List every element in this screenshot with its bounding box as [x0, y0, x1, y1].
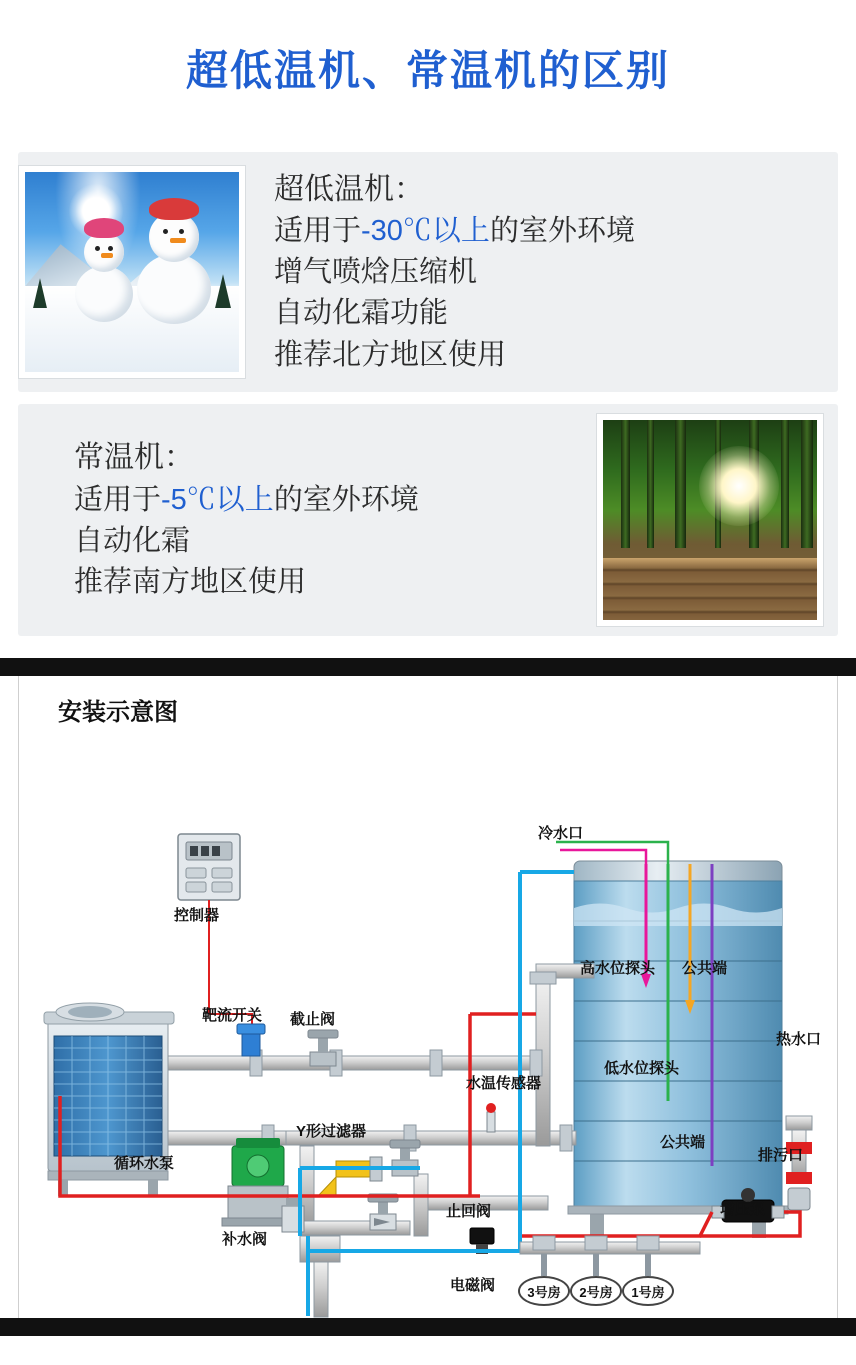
- cmp1-line-1: [274, 211, 824, 252]
- sun-icon: [699, 446, 779, 526]
- cmp2-line-0: 常温机：: [74, 441, 194, 475]
- comparison-block-ultra-low-temp: [18, 152, 838, 392]
- tree-trunk: [621, 420, 630, 548]
- cmp1-line-1-post: 的室外环境: [489, 215, 635, 248]
- label-common-terminal-top: 公共端: [682, 960, 728, 978]
- tree-trunk: [801, 420, 813, 548]
- valve-after-filter: [390, 1140, 420, 1176]
- stop-valve-component: [308, 1030, 338, 1066]
- check-valve-component: [368, 1194, 398, 1230]
- cmp2-line-1-pre: 适用于: [74, 483, 162, 516]
- label-stop-valve: 截止阀: [290, 1011, 336, 1029]
- diagram-title: 安装示意图: [58, 699, 178, 727]
- cmp1-line-4: 推荐北方地区使用: [274, 338, 507, 371]
- snowmen-winter-photo: [25, 172, 239, 372]
- cmp2-line-2: 自动化霜: [74, 524, 191, 557]
- comparison-text-ultra-low-temp: [246, 169, 838, 376]
- controller-box: [178, 834, 240, 900]
- label-low-level-probe: 低水位探头: [604, 1060, 680, 1078]
- photo-frame-forest: [596, 413, 824, 627]
- cmp1-line-0: 超低温机：: [274, 172, 424, 206]
- label-makeup-valve: 补水阀: [222, 1231, 268, 1249]
- label-check-valve: 止回阀: [446, 1203, 492, 1221]
- label-controller: 控制器: [174, 907, 220, 925]
- cmp2-line-3: 推荐南方地区使用: [74, 566, 307, 599]
- diagram-canvas: [0, 676, 856, 1318]
- water-tank: [568, 861, 788, 1238]
- photo-frame-winter: [18, 165, 246, 379]
- cmp1-line-3: 自动化霜功能: [274, 297, 449, 330]
- tree-trunk: [781, 420, 789, 548]
- forest-sunlight-photo: [603, 420, 817, 620]
- room-label-1: 1号房: [622, 1276, 674, 1306]
- room-label-3: 3号房: [518, 1276, 570, 1306]
- cmp1-line-2: 增气喷焓压缩机: [274, 256, 478, 289]
- tree-trunk: [647, 420, 654, 548]
- label-cold-water-inlet: 冷水口: [538, 825, 584, 843]
- label-y-filter: Y形过滤器: [296, 1123, 367, 1141]
- label-flow-switch: 靶流开关: [202, 1007, 263, 1025]
- label-drain-outlet: 排污口: [758, 1147, 804, 1165]
- label-solenoid-valve: 电磁阀: [450, 1277, 496, 1295]
- page-title: 超低温机、常温机的区别: [185, 47, 670, 94]
- snowman-small: [73, 212, 135, 322]
- cmp2-line-1-highlight: -5℃以上: [161, 483, 274, 516]
- label-hot-water-outlet: 热水口: [776, 1031, 822, 1049]
- label-booster-pump: 增压泵: [720, 1201, 766, 1219]
- snowman-large: [135, 196, 215, 324]
- room-label-2: 2号房: [570, 1276, 622, 1306]
- cmp2-line-1: [74, 480, 582, 521]
- label-water-temp-sensor: 水温传感器: [466, 1075, 542, 1093]
- installation-diagram-section: [0, 658, 856, 1336]
- cmp1-line-1-highlight: -30℃以上: [361, 215, 490, 248]
- label-circulation-pump: 循环水泵: [114, 1155, 175, 1173]
- comparison-text-normal-temp: [18, 437, 596, 603]
- water-temp-sensor-component: [486, 1103, 496, 1132]
- room-manifold: [520, 1236, 700, 1276]
- comparison-block-normal-temp: [18, 404, 838, 636]
- label-common-terminal-bottom: 公共端: [660, 1134, 706, 1152]
- cmp2-line-1-post: 的室外环境: [273, 483, 419, 516]
- wooden-deck: [603, 558, 817, 620]
- diagram-svg: [0, 676, 856, 1318]
- cmp1-line-1-pre: 适用于: [274, 215, 362, 248]
- label-high-level-probe: 高水位探头: [580, 960, 656, 978]
- y-filter-component: [318, 1157, 382, 1196]
- tree-trunk: [675, 420, 686, 548]
